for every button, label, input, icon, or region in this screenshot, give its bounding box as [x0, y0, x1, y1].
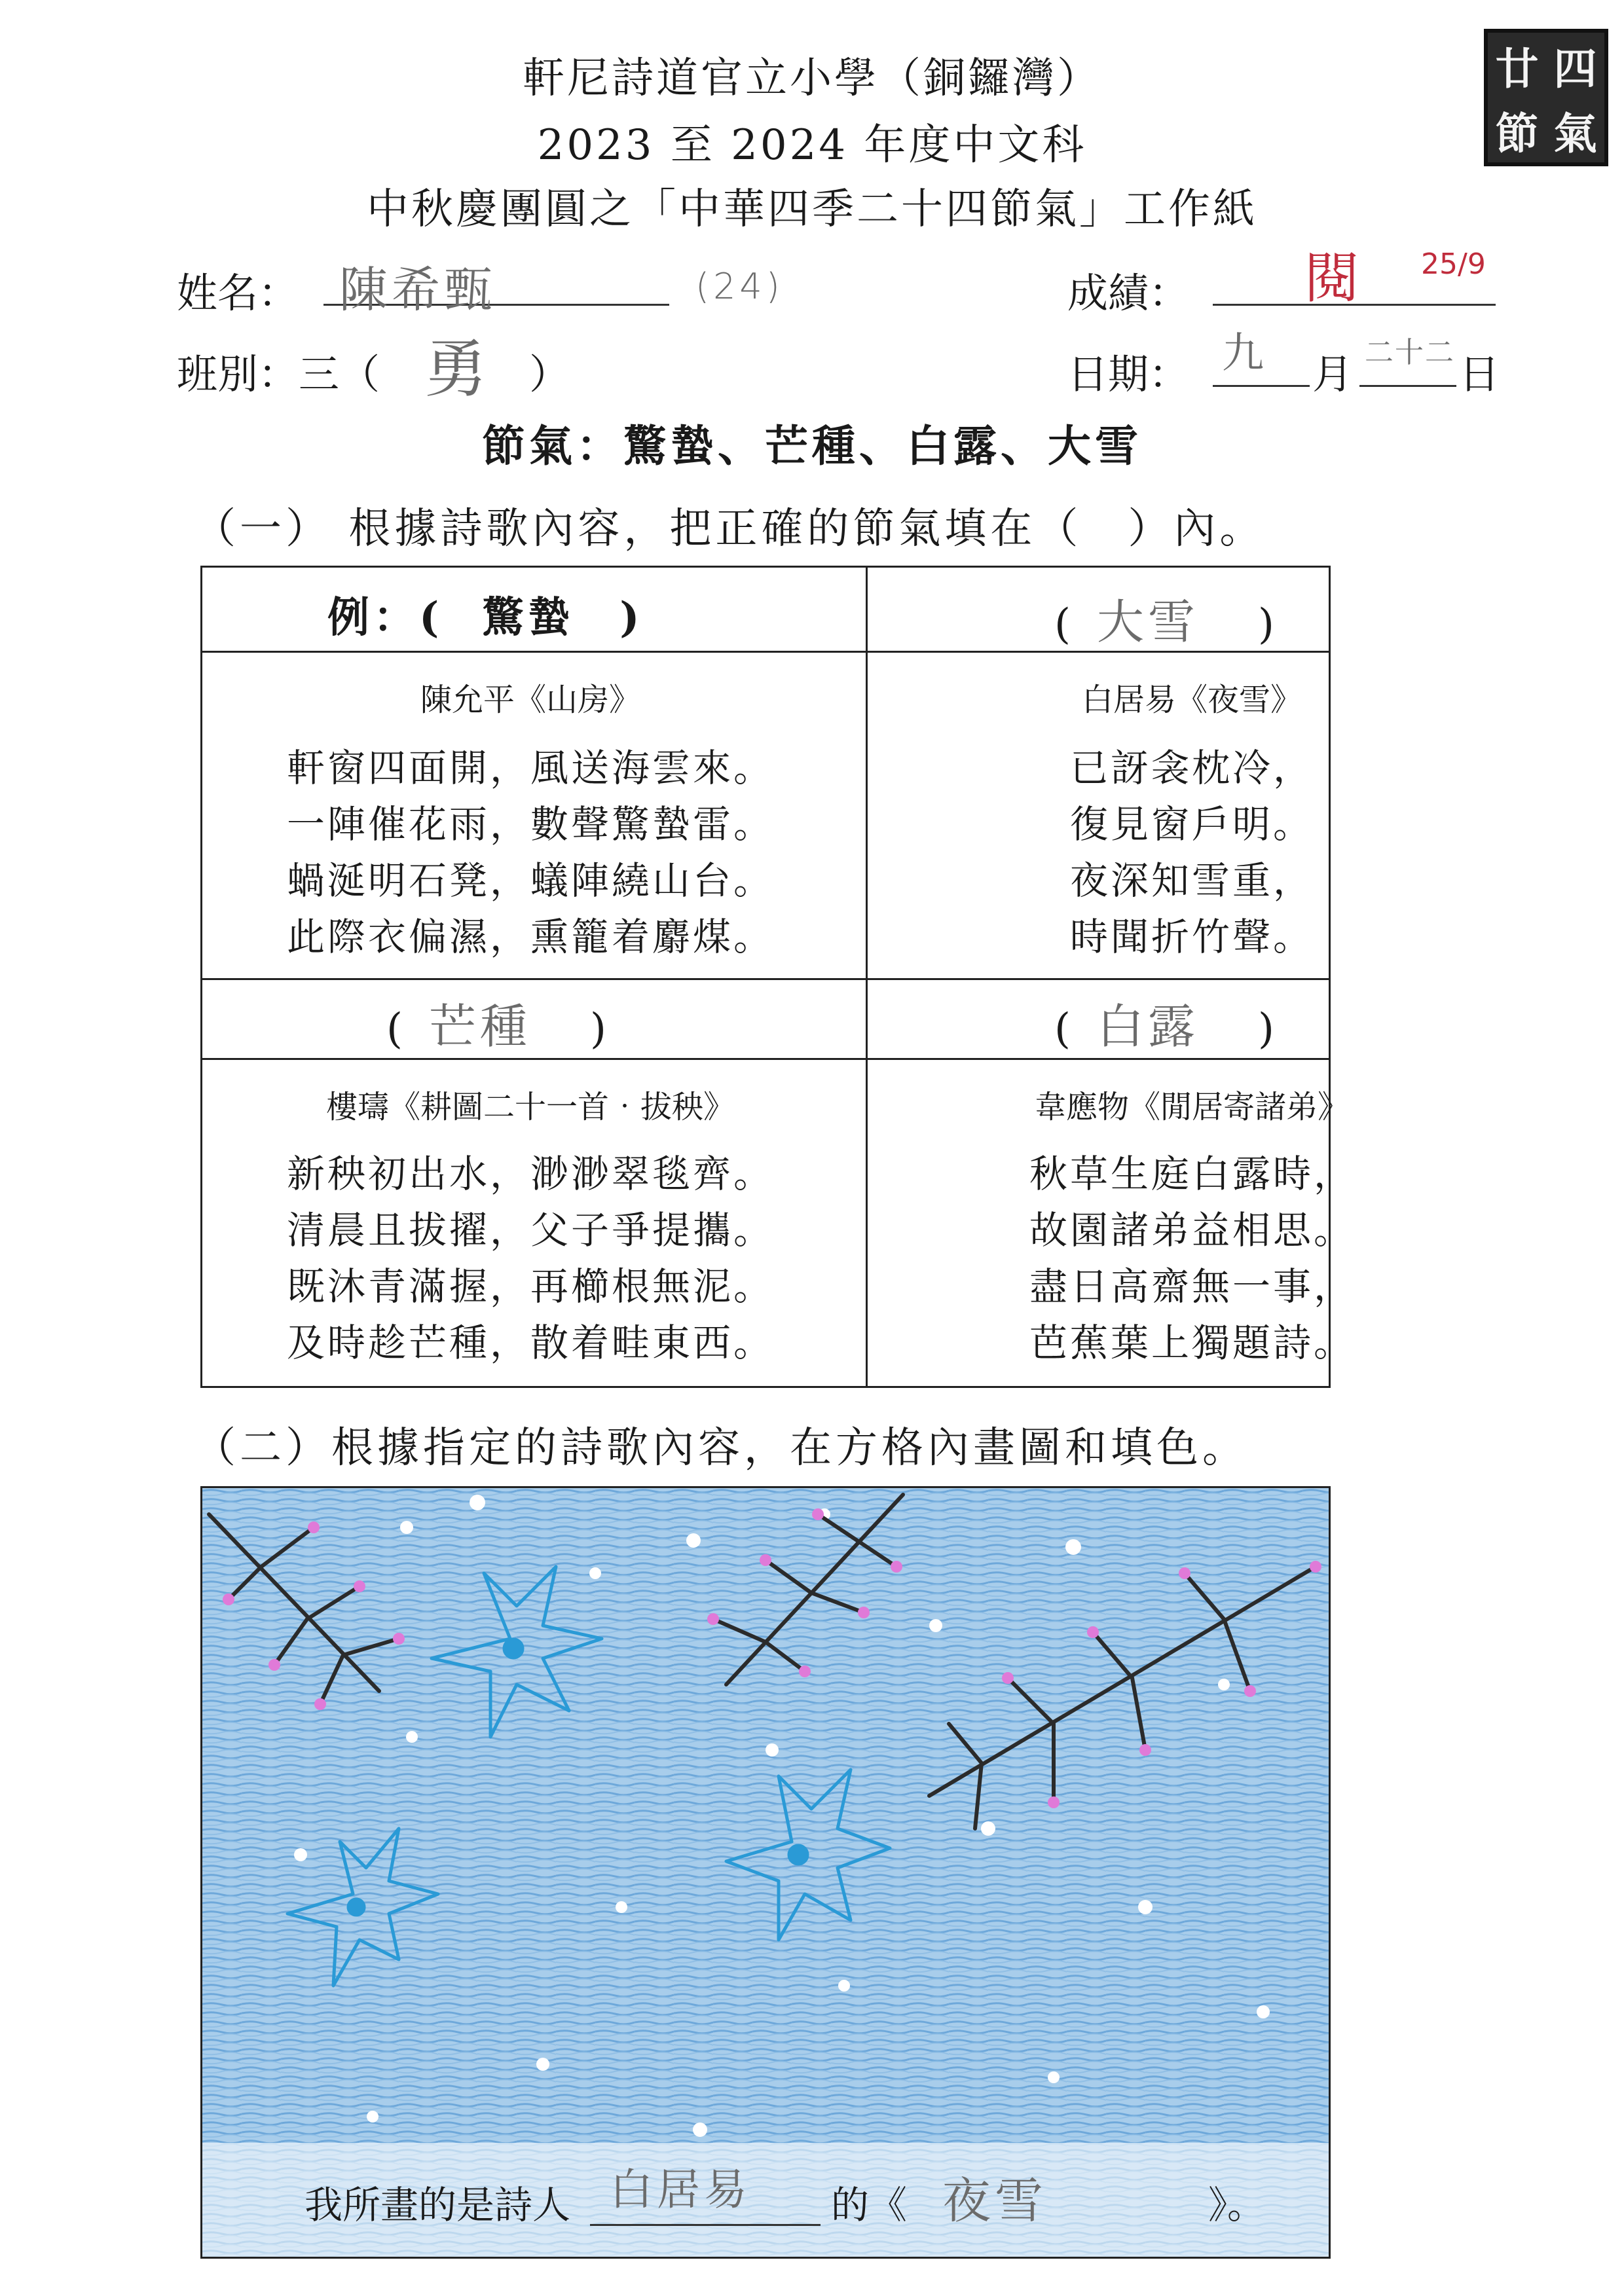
poem-line: 已訝衾枕冷， — [1069, 746, 1314, 790]
month-field[interactable] — [1213, 329, 1310, 387]
poem-title: 韋應物《閒居寄諸弟》 — [1034, 1089, 1349, 1125]
stamp-char: 氣 — [1553, 109, 1597, 159]
poem-line: 芭蕉葉上獨題詩。 — [1029, 1321, 1354, 1365]
poem-line: 此際衣偏濕，熏籠着麝煤。 — [286, 915, 774, 959]
poet-field[interactable] — [590, 2164, 821, 2226]
drawing-caption-mid: 的《 — [831, 2183, 908, 2227]
month-value: 九 — [1222, 329, 1268, 378]
table-divider — [866, 566, 868, 1388]
solar-terms-heading: 節氣：驚蟄、芒種、白露、大雪 — [482, 420, 1142, 471]
class-value: 勇 — [424, 333, 491, 406]
section1-instruction: （一） 根據詩歌內容，把正確的節氣填在（ ）內。 — [194, 505, 1266, 553]
score-mark: 閱 — [1304, 246, 1360, 310]
class-close: ） — [529, 350, 570, 398]
poem-line: 蝸涎明石凳，蟻陣繞山台。 — [286, 858, 774, 903]
drawing-caption-suffix: 》。 — [1208, 2183, 1266, 2227]
table-divider — [200, 978, 1331, 980]
poem-line: 及時趁芒種，散着畦東西。 — [286, 1321, 774, 1365]
class-label: 班別：三（ — [177, 350, 380, 398]
crayon-drawing — [202, 1488, 1329, 2257]
example-answer-box: 例：( 驚蟄 ) — [327, 593, 644, 642]
year-subject: 2023 至 2024 年度中文科 — [537, 121, 1087, 170]
score-label: 成績： — [1067, 269, 1190, 317]
day-field[interactable] — [1359, 336, 1456, 387]
poem-line: 盡日高齋無一事， — [1029, 1264, 1354, 1309]
stamp-char: 廿 — [1495, 44, 1539, 94]
poem-title: 陳允平《山房》 — [420, 682, 640, 718]
answer-box-4[interactable]: ( 白露 ) — [1054, 999, 1274, 1054]
student-number: (24) — [695, 266, 784, 307]
day-label: 日 — [1459, 350, 1500, 398]
poem-line: 時聞折竹聲。 — [1069, 915, 1314, 959]
poem-line: 復見窗戶明。 — [1069, 802, 1314, 847]
poem-line: 新秧初出水，渺渺翠毯齊。 — [286, 1152, 774, 1196]
date-label: 日期： — [1067, 350, 1190, 398]
solar-terms-stamp-logo — [1484, 29, 1608, 166]
drawing-box[interactable] — [200, 1486, 1331, 2259]
score-date: 25/9 — [1421, 247, 1486, 281]
stamp-char: 四 — [1553, 44, 1597, 94]
month-label: 月 — [1312, 350, 1354, 398]
name-field[interactable] — [323, 257, 669, 318]
poem-line: 清晨且拔擢，父子爭提攜。 — [286, 1208, 774, 1252]
poem-line: 故園諸弟益相思。 — [1029, 1208, 1354, 1252]
poem-title: 白居易《夜雪》 — [1081, 682, 1302, 718]
student-name: 陳希甄 — [339, 262, 496, 318]
day-value: 二十二 — [1365, 336, 1455, 369]
poem-line: 一陣催花雨，數聲驚蟄雷。 — [286, 802, 774, 847]
answer-box-2[interactable]: ( 大雪 ) — [1054, 594, 1274, 649]
school-name: 軒尼詩道官立小學（銅鑼灣） — [523, 54, 1101, 103]
poem-title: 樓璹《耕圖二十一首‧拔秧》 — [325, 1089, 735, 1125]
section2-instruction: （二）根據指定的詩歌內容，在方格內畫圖和填色。 — [194, 1424, 1248, 1472]
score-field[interactable] — [1213, 246, 1496, 310]
drawing-caption-prefix: 我所畫的是詩人 — [304, 2183, 571, 2227]
poem-line: 秋草生庭白露時， — [1029, 1152, 1354, 1196]
name-label: 姓名： — [177, 269, 299, 317]
snowy-sky-fill — [202, 1488, 1329, 2257]
poet-answer: 白居易 — [610, 2164, 751, 2215]
table-divider — [200, 1058, 1331, 1060]
poem-line: 軒窗四面開，風送海雲來。 — [286, 746, 774, 790]
poem-line: 夜深知雪重， — [1069, 858, 1314, 903]
poem-line: 既沐青滿握，再櫛根無泥。 — [286, 1264, 774, 1309]
worksheet-title: 中秋慶團圓之「中華四季二十四節氣」工作紙 — [367, 185, 1257, 234]
answer-box-3[interactable]: ( 芒種 ) — [386, 999, 606, 1054]
poem-answer: 夜雪 — [942, 2173, 1047, 2229]
stamp-char: 節 — [1495, 109, 1539, 159]
